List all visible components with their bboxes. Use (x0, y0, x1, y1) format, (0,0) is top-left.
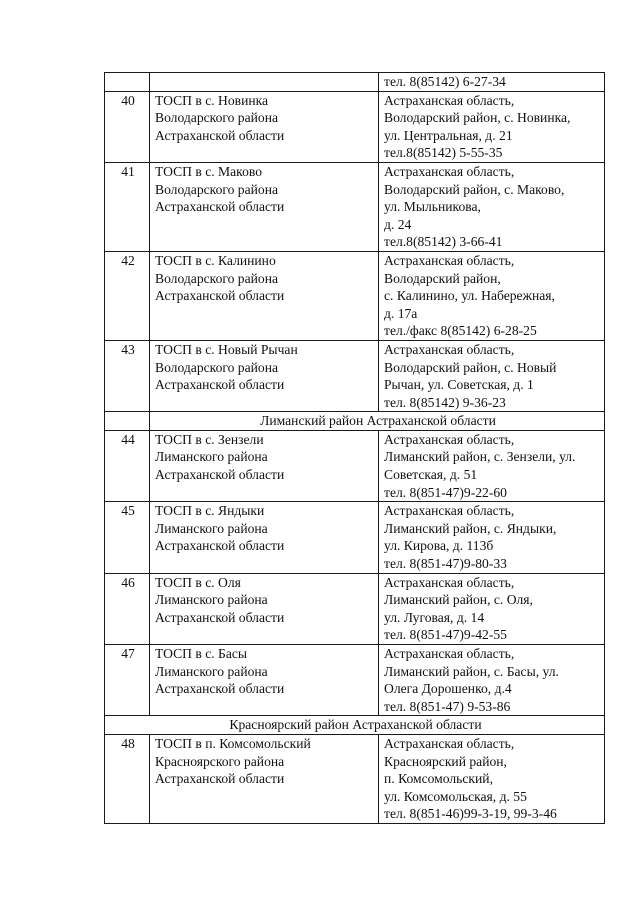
office-address-cell: Астраханская область, Володарский район, с. Новинка, ул. Центральная, д. 21 тел.8(85142) 5-55-35 (379, 91, 605, 162)
office-name-cell: ТОСП в с. Маково Володарского района Астраханской области (150, 162, 379, 251)
table-row (105, 251, 605, 340)
office-name-cell (150, 73, 379, 92)
office-name-cell: ТОСП в п. Комсомольский Красноярского района Астраханской области (150, 734, 379, 823)
office-name-cell: ТОСП в с. Оля Лиманского района Астраханской области (150, 573, 379, 644)
table-row (105, 91, 605, 162)
table-row (105, 502, 605, 573)
office-address-cell: тел. 8(85142) 6-27-34 (379, 73, 605, 92)
office-name-cell: ТОСП в с. Калинино Володарского района Астраханской области (150, 251, 379, 340)
office-name-cell: ТОСП в с. Новинка Володарского района Астраханской области (150, 91, 379, 162)
row-number-cell (105, 73, 150, 92)
section-heading-limansky: Лиманский район Астраханской области (150, 412, 605, 431)
office-address-cell: Астраханская область, Красноярский район, п. Комсомольский, ул. Комсомольская, д. 55 тел. 8(851-46)99-3-19, 99-3-46 (379, 734, 605, 823)
row-number-cell: 42 (105, 251, 150, 340)
table-row (105, 734, 605, 823)
office-address-cell: Астраханская область, Лиманский район, с. Басы, ул. Олега Дорошенко, д.4 тел. 8(851-47) 9-53-86 (379, 645, 605, 716)
office-name-cell: ТОСП в с. Яндыки Лиманского района Астраханской области (150, 502, 379, 573)
table-row (105, 430, 605, 501)
table-row (105, 73, 605, 92)
office-name-cell: ТОСП в с. Зензели Лиманского района Астраханской области (150, 430, 379, 501)
office-address-cell: Астраханская область, Лиманский район, с. Яндыки, ул. Кирова, д. 113б тел. 8(851-47)9-80-33 (379, 502, 605, 573)
row-number-cell: 46 (105, 573, 150, 644)
row-number-cell: 48 (105, 734, 150, 823)
row-number-cell: 40 (105, 91, 150, 162)
section-row (105, 412, 605, 431)
section-row (105, 716, 605, 735)
office-name-cell: ТОСП в с. Басы Лиманского района Астраханской области (150, 645, 379, 716)
row-number-cell: 43 (105, 340, 150, 411)
row-number-cell: 41 (105, 162, 150, 251)
table-row (105, 645, 605, 716)
office-address-cell: Астраханская область, Володарский район, с. Калинино, ул. Набережная, д. 17а тел./факс 8(85142) 6-28-25 (379, 251, 605, 340)
row-number-cell: 44 (105, 430, 150, 501)
offices-table (104, 72, 605, 824)
office-address-cell: Астраханская область, Володарский район, с. Новый Рычан, ул. Советская, д. 1 тел. 8(85142) 9-36-23 (379, 340, 605, 411)
table-row (105, 162, 605, 251)
section-spacer-cell (105, 412, 150, 431)
table-row (105, 340, 605, 411)
section-heading-krasnoyarsky: Красноярский район Астраханской области (105, 716, 605, 735)
office-address-cell: Астраханская область, Лиманский район, с. Оля, ул. Луговая, д. 14 тел. 8(851-47)9-42-55 (379, 573, 605, 644)
table-row (105, 573, 605, 644)
office-address-cell: Астраханская область, Володарский район, с. Маково, ул. Мыльникова, д. 24 тел.8(85142) 3-66-41 (379, 162, 605, 251)
office-name-cell: ТОСП в с. Новый Рычан Володарского района Астраханской области (150, 340, 379, 411)
office-address-cell: Астраханская область, Лиманский район, с. Зензели, ул. Советская, д. 51 тел. 8(851-47)9-22-60 (379, 430, 605, 501)
row-number-cell: 47 (105, 645, 150, 716)
row-number-cell: 45 (105, 502, 150, 573)
